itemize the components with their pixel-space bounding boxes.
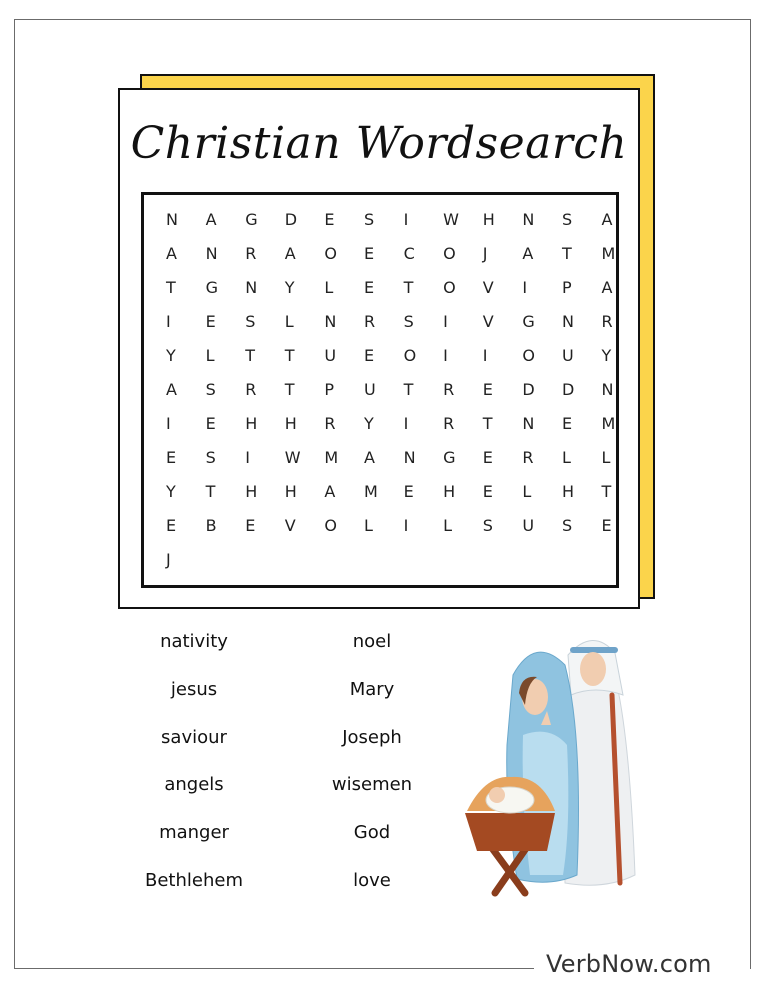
grid-letter: J (166, 550, 171, 569)
grid-letter: C (403, 244, 415, 263)
grid-letter: Y (284, 278, 295, 297)
grid-letter: M (363, 482, 378, 501)
grid-letter: E (324, 210, 335, 229)
grid-letter: R (443, 414, 455, 433)
word-list-item: Mary (349, 678, 395, 700)
grid-letter: V (482, 278, 494, 297)
page-frame-bottom-line (14, 968, 534, 969)
grid-letter: I (482, 346, 488, 365)
grid-letter: E (403, 482, 414, 501)
grid-letter: S (205, 448, 216, 467)
grid-letter: G (245, 210, 258, 229)
grid-letter: U (522, 516, 535, 535)
grid-letter: L (601, 448, 611, 467)
grid-letter: E (205, 312, 216, 331)
grid-letter: J (482, 244, 488, 263)
grid-letter: U (363, 380, 376, 399)
grid-letter: I (522, 278, 528, 297)
grid-letter: Y (363, 414, 374, 433)
grid-letter: E (601, 516, 612, 535)
grid-letter: S (245, 312, 256, 331)
grid-letter: T (403, 380, 414, 399)
grid-letter: E (245, 516, 256, 535)
grid-letter: O (522, 346, 535, 365)
grid-letter: I (403, 414, 409, 433)
grid-letter: O (403, 346, 417, 365)
grid-letter: H (284, 482, 297, 501)
letter-grid-box (141, 192, 619, 588)
grid-letter: R (245, 380, 257, 399)
grid-letter: S (403, 312, 414, 331)
grid-letter: V (284, 516, 296, 535)
grid-letter: E (482, 380, 493, 399)
grid-letter: E (363, 278, 375, 297)
grid-letter: A (166, 244, 177, 263)
grid-letter: T (601, 482, 612, 501)
grid-letter: U (324, 346, 337, 365)
grid-letter: A (601, 278, 613, 297)
grid-letter: L (363, 516, 373, 535)
grid-letter: I (166, 414, 171, 433)
grid-letter: Y (166, 346, 176, 365)
grid-letter: A (601, 210, 613, 229)
puzzle-card (118, 88, 640, 609)
grid-letter: O (443, 244, 456, 263)
grid-letter: O (324, 244, 337, 263)
grid-letter: T (205, 482, 216, 501)
grid-letter: P (324, 380, 335, 399)
word-list-item: saviour (161, 726, 227, 748)
grid-letter: D (284, 210, 298, 229)
nativity-illustration (455, 625, 665, 905)
grid-letter: T (284, 380, 295, 399)
grid-letter: E (363, 346, 375, 365)
grid-letter: R (324, 414, 336, 433)
grid-letter: R (363, 312, 376, 331)
grid-letter: T (245, 346, 255, 365)
grid-letter: O (324, 516, 337, 535)
grid-letter: E (482, 482, 493, 501)
word-list-column-2 (302, 629, 442, 916)
grid-letter: H (443, 482, 456, 501)
grid-letter: E (205, 414, 216, 433)
grid-letter: H (245, 482, 258, 501)
grid-letter: L (522, 482, 532, 501)
grid-letter: V (482, 312, 494, 331)
grid-letter: O (443, 278, 456, 297)
grid-letter: R (601, 312, 613, 331)
page-title: Christian Wordsearch (130, 118, 628, 169)
grid-letter: N (166, 210, 178, 229)
grid-letter: E (482, 448, 493, 467)
grid-letter: T (284, 346, 295, 365)
grid-letter: E (561, 414, 573, 433)
grid-letter: T (561, 244, 572, 263)
grid-letter: A (284, 244, 296, 263)
grid-letter: H (284, 414, 297, 433)
word-list-item: wisemen (331, 774, 413, 796)
grid-letter: G (205, 278, 218, 297)
grid-letter: N (601, 380, 614, 399)
grid-letter: S (205, 380, 216, 399)
grid-letter: L (205, 346, 215, 365)
grid-letter: U (561, 346, 574, 365)
grid-letter: T (166, 278, 176, 297)
grid-letter: L (561, 448, 571, 467)
grid-letter: S (561, 516, 573, 535)
grid-letter: B (205, 516, 217, 535)
grid-letter: P (561, 278, 572, 297)
grid-letter: A (205, 210, 217, 229)
word-list-item: manger (159, 822, 229, 844)
grid-letter: M (601, 244, 616, 263)
grid-letter: W (284, 448, 301, 467)
manger-box (465, 813, 555, 851)
grid-letter: L (324, 278, 334, 297)
grid-letter: I (245, 448, 250, 467)
grid-letter: N (324, 312, 337, 331)
grid-letter: D (522, 380, 535, 399)
joseph-face (580, 652, 606, 686)
grid-letter: E (166, 516, 177, 535)
grid-letter: I (166, 312, 171, 331)
grid-letter: D (561, 380, 575, 399)
word-list-item: angels (164, 774, 224, 796)
grid-letter: Y (166, 482, 176, 501)
grid-letter: A (522, 244, 534, 263)
baby-face (489, 787, 505, 803)
grid-letter: H (245, 414, 258, 433)
grid-letter: M (324, 448, 339, 467)
grid-letter: L (284, 312, 294, 331)
grid-letter: T (482, 414, 493, 433)
grid-letter: I (443, 346, 448, 365)
letter-grid (166, 209, 641, 583)
grid-letter: A (166, 380, 177, 399)
grid-letter: H (482, 210, 495, 229)
grid-letter: S (363, 210, 375, 229)
word-list-column-1 (124, 629, 264, 916)
word-list-item: Bethlehem (145, 869, 243, 891)
grid-letter: G (443, 448, 456, 467)
grid-letter: T (403, 278, 414, 297)
brand-footer: VerbNow.com (546, 950, 712, 978)
grid-letter: R (443, 380, 455, 399)
grid-letter: A (363, 448, 375, 467)
grid-letter: S (482, 516, 493, 535)
grid-letter: N (403, 448, 416, 467)
grid-letter: R (245, 244, 257, 263)
grid-letter: G (522, 312, 535, 331)
grid-letter: N (245, 278, 258, 297)
grid-letter: I (403, 210, 409, 229)
grid-letter: W (443, 210, 459, 229)
grid-letter: H (561, 482, 574, 501)
word-list-item: Joseph (342, 726, 402, 748)
grid-letter: I (403, 516, 409, 535)
word-list-item: noel (352, 631, 392, 652)
grid-letter: Y (601, 346, 612, 365)
grid-letter: A (324, 482, 336, 501)
grid-letter: N (522, 210, 535, 229)
grid-letter: S (561, 210, 573, 229)
word-list-item: love (353, 869, 391, 891)
grid-letter: E (363, 244, 375, 263)
grid-letter: N (561, 312, 574, 331)
grid-letter: M (601, 414, 616, 433)
grid-letter: N (205, 244, 218, 263)
grid-letter: E (166, 448, 177, 467)
grid-letter: L (443, 516, 453, 535)
grid-letter: I (443, 312, 448, 331)
grid-letter: R (522, 448, 534, 467)
word-list-item: jesus (170, 678, 218, 700)
word-list-item: nativity (160, 631, 228, 652)
grid-letter: N (522, 414, 535, 433)
word-list-item: God (353, 822, 391, 844)
